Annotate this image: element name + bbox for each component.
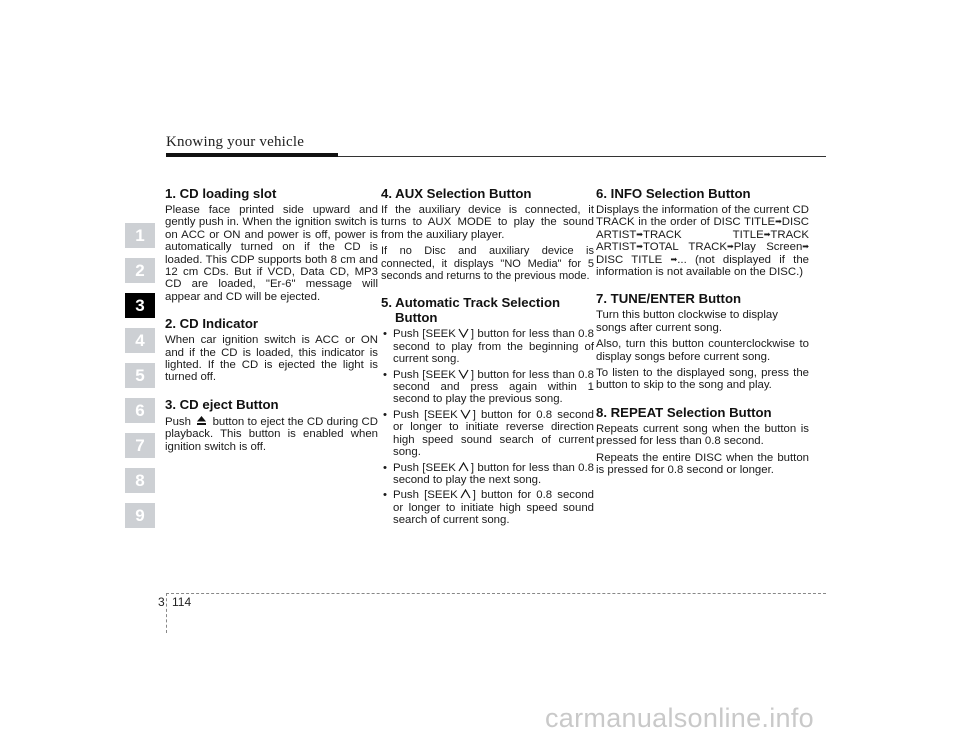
aux-heading: 4. AUX Selection Button — [381, 186, 532, 201]
cd-loading-slot-heading: 1. CD loading slot — [165, 186, 277, 201]
arrow-right-icon: ➡ — [726, 242, 734, 252]
auto-track-list — [381, 328, 594, 526]
arrow-right-icon: ➡ — [636, 242, 643, 252]
header-rule-thick — [166, 153, 338, 157]
chapter-tab-8[interactable]: 8 — [125, 468, 155, 493]
info-note: (not displayed if the information is not available on the DISC.) — [596, 253, 810, 279]
info-text — [596, 204, 809, 278]
list-item — [381, 328, 594, 365]
bullet-text-post: ] button for 0.8 second or longer to initiate high speed sound search of current song. — [393, 489, 595, 527]
info-seq-item: DISC TITLE — [596, 253, 663, 266]
bullet-text-pre: Push [SEEK — [393, 368, 456, 381]
auto-track-heading — [381, 295, 594, 325]
tune-text-3: To listen to the displayed song, press the button to skip to the song and play. — [596, 367, 809, 392]
cd-loading-slot-text: Please face printed side upward and gently push in. When the ignition switch is on ACC or ON and power is off, power is automatically turned on if the CD is loaded. This CDP supports both 8 cm and 12 cm CDs. But if VCD, Data CD, MP3 CD are loaded, "Er-6" message will appear and CD will be ejected. — [165, 204, 378, 303]
column-1 — [165, 186, 378, 457]
page-header-title: Knowing your vehicle — [166, 134, 305, 150]
footer-chapter: 3 — [158, 595, 165, 609]
list-item — [381, 489, 594, 526]
header-rule-thin — [338, 156, 826, 157]
bullet-text-post: ] button for less than 0.8 second and press again within 1 second to play the previous song. — [393, 368, 594, 406]
bullet-text-pre: Push [SEEK — [393, 489, 458, 502]
column-2 — [381, 186, 594, 530]
bullet-text-pre: Push [SEEK — [393, 461, 456, 474]
info-seq-item: DISC TITLE — [713, 216, 776, 229]
cd-eject-text — [165, 415, 378, 453]
tune-text-2: Also, turn this button counterclockwise to display songs before current song. — [596, 338, 809, 363]
repeat-text-1: Repeats current song when the button is pressed for less than 0.8 second. — [596, 422, 809, 448]
bullet-text-post: ] button for 0.8 second or longer to initiate reverse direction high speed sound search of current song. — [393, 408, 595, 459]
info-seq-item: Play Screen — [733, 241, 803, 254]
cd-indicator-heading: 2. CD Indicator — [165, 316, 259, 332]
seek-down-icon — [460, 409, 471, 419]
tune-enter-heading: 7. TUNE/ENTER Button — [596, 291, 742, 307]
chapter-tabs — [125, 223, 155, 538]
info-seq-item: TRACK TITLE — [643, 228, 764, 241]
info-heading: 6. INFO Selection Button — [596, 186, 751, 201]
seek-down-icon — [458, 328, 469, 338]
arrow-right-icon: ➡ — [775, 217, 782, 227]
arrow-right-icon: ➡ — [636, 229, 643, 239]
footer-page-number: 114 — [172, 595, 192, 609]
footer-rule — [166, 593, 826, 594]
cd-indicator-text: When car ignition switch is ACC or ON and if the CD is loaded, this indicator is lighted. If the CD is ejected the light is turned off. — [165, 334, 378, 384]
footer-vertical-rule — [166, 593, 167, 633]
arrow-right-icon: ➡ — [763, 229, 771, 239]
info-seq-item: TRACK ARTIST — [596, 228, 809, 254]
chapter-tab-7[interactable]: 7 — [125, 433, 155, 458]
repeat-text-2: Repeats the entire DISC when the button is pressed for 0.8 second or longer. — [596, 451, 809, 477]
chapter-tab-2[interactable]: 2 — [125, 258, 155, 283]
info-ellipsis: ... — [677, 253, 687, 266]
list-item — [381, 369, 594, 406]
repeat-heading: 8. REPEAT Selection Button — [596, 404, 772, 420]
list-item — [381, 462, 594, 487]
info-seq-item: DISC ARTIST — [596, 216, 809, 241]
eject-icon — [196, 415, 207, 426]
chapter-tab-5[interactable]: 5 — [125, 363, 155, 388]
column-3 — [596, 186, 809, 481]
seek-down-icon — [458, 369, 469, 379]
chapter-tab-3[interactable]: 3 — [125, 293, 155, 318]
chapter-tab-4[interactable]: 4 — [125, 328, 155, 353]
bullet-text-pre: Push [SEEK — [393, 328, 456, 341]
seek-up-icon — [458, 462, 469, 472]
bullet-text-post: ] button for less than 0.8 second to play the next song. — [393, 461, 594, 486]
aux-text-2: If no Disc and auxiliary device is connected, it displays "NO Media" for 5 seconds and returns to the previous mode. — [381, 245, 594, 283]
seek-up-icon — [460, 489, 471, 499]
cd-eject-heading: 3. CD eject Button — [165, 396, 279, 412]
auto-track-heading-line2: Button — [395, 310, 438, 326]
chapter-tab-6[interactable]: 6 — [125, 398, 155, 423]
bullet-text-pre: Push [SEEK — [393, 408, 458, 421]
watermark: carmanualsonline.info — [545, 703, 814, 733]
list-item — [381, 409, 594, 459]
chapter-tab-9[interactable]: 9 — [125, 503, 155, 528]
bullet-text-post: ] button for less than 0.8 second to play from the beginning of current song. — [393, 328, 594, 366]
arrow-right-icon: ➡ — [670, 254, 678, 264]
cd-eject-text-post: button to eject the CD during CD playback. This button is enabled when ignition switch is off. — [165, 415, 379, 453]
info-seq-item: TOTAL TRACK — [643, 241, 727, 254]
chapter-tab-1[interactable]: 1 — [125, 223, 155, 248]
aux-text-1: If the auxiliary device is connected, it turns to AUX MODE to play the sound from the auxiliary player. — [381, 204, 594, 241]
info-intro: Displays the information of the current CD TRACK in the order of — [596, 204, 809, 229]
tune-text-1: Turn this button clockwise to display songs after current song. — [596, 309, 778, 334]
arrow-right-icon: ➡ — [802, 242, 809, 252]
auto-track-heading-line1: 5. Automatic Track Selection — [381, 295, 561, 311]
cd-eject-text-pre: Push — [165, 415, 191, 428]
